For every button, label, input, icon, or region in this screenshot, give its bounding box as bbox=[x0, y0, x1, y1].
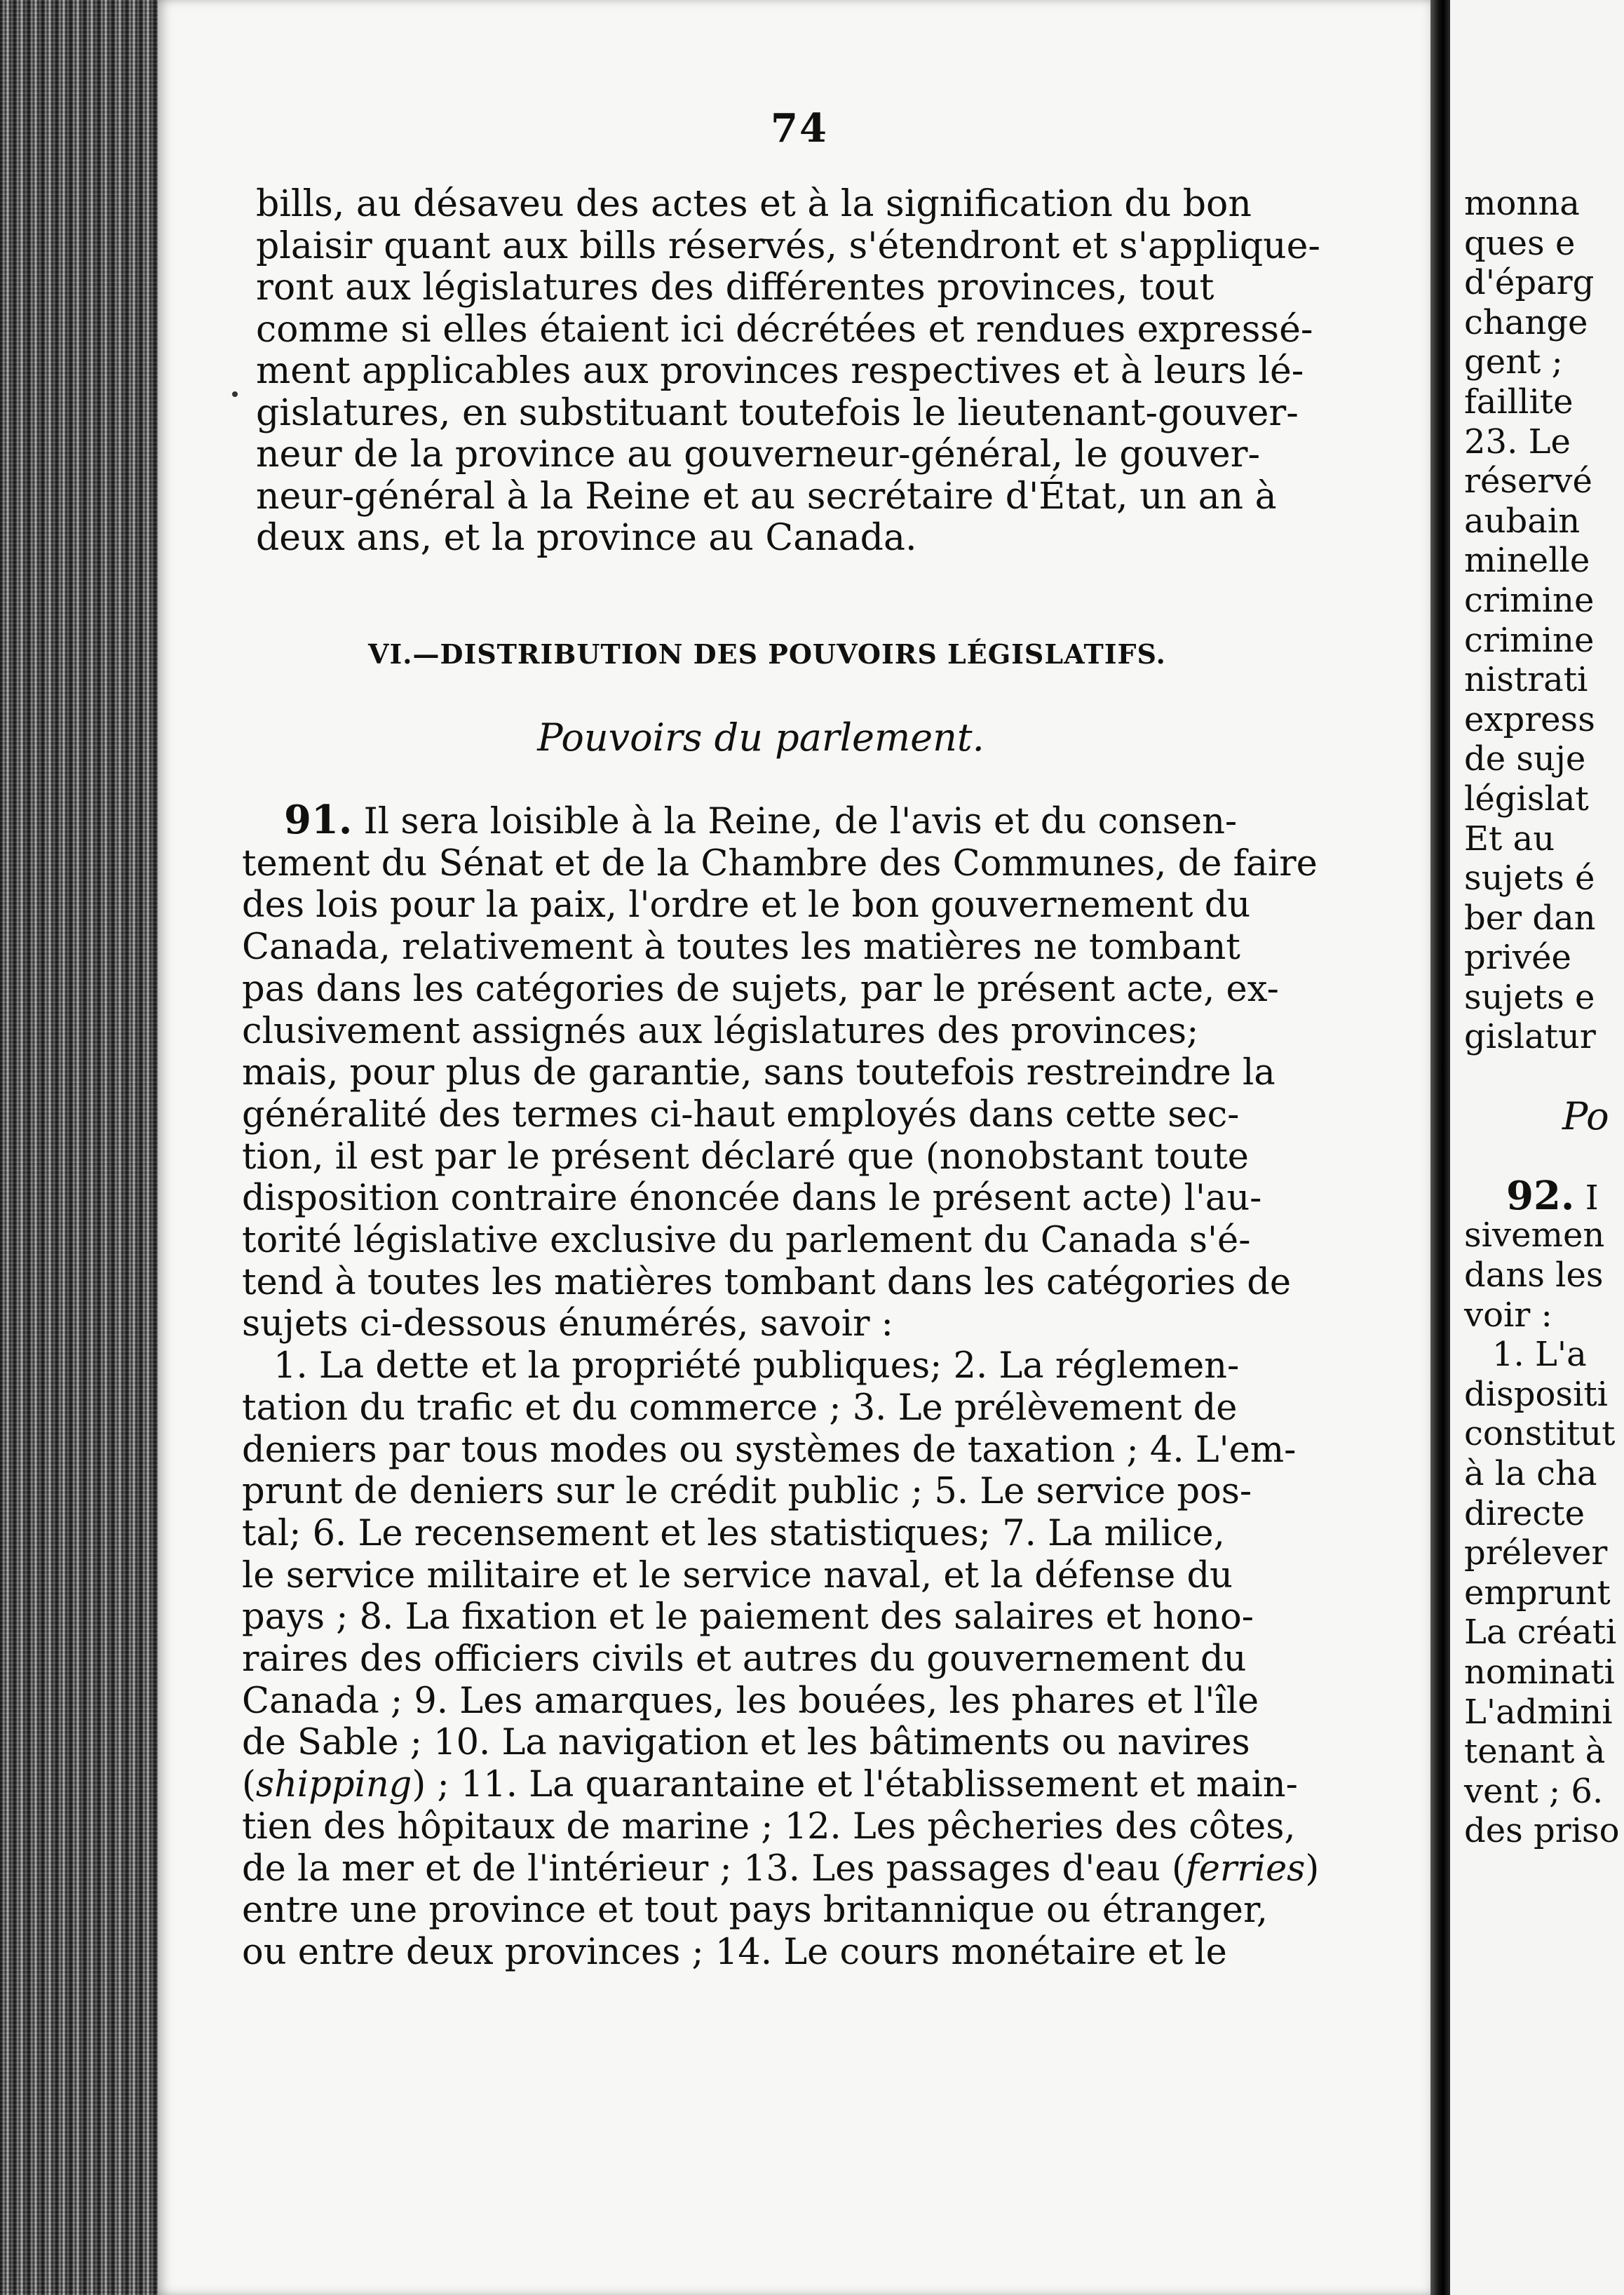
list-line: Canada ; 9. Les amarques, les bouées, les phares et l'île bbox=[242, 1680, 1259, 1722]
text-line: neur-général à la Reine et au secrétaire d'État, un an à bbox=[256, 475, 1277, 518]
right-page-line: des priso bbox=[1464, 1811, 1620, 1851]
right-page-line: Po bbox=[1562, 1093, 1609, 1138]
right-page-line: 1. L'a bbox=[1492, 1335, 1587, 1375]
right-page-line: crimine bbox=[1464, 620, 1595, 660]
right-page-line: emprunt bbox=[1464, 1573, 1611, 1613]
right-page-line: nominati bbox=[1464, 1652, 1615, 1692]
right-page-line: prélever bbox=[1464, 1533, 1608, 1573]
ink-speck bbox=[232, 391, 238, 397]
list-line: tal; 6. Le recensement et les statistiques; 7. La milice, bbox=[242, 1512, 1225, 1554]
right-page-line: vent ; 6. bbox=[1464, 1771, 1604, 1811]
right-page-line: ques e bbox=[1464, 223, 1576, 263]
book-gutter bbox=[1430, 0, 1452, 2295]
text-line: Il sera loisible à la Reine, de l'avis et du consen- bbox=[363, 801, 1238, 842]
right-page-line: à la cha bbox=[1464, 1454, 1597, 1493]
text-line: bills, au désaveu des actes et à la signification du bon bbox=[256, 183, 1252, 225]
right-page-line: privée bbox=[1464, 938, 1571, 978]
right-page-line: gent ; bbox=[1464, 342, 1563, 382]
right-page-line: dans les bbox=[1464, 1256, 1604, 1295]
right-page-line: voir : bbox=[1464, 1295, 1552, 1335]
list-line: entre une province et tout pays britannique ou étranger, bbox=[242, 1890, 1268, 1932]
list-line: prunt de deniers sur le crédit public ; 5. Le service pos- bbox=[242, 1471, 1252, 1513]
list-line: le service militaire et le service naval, et la défense du bbox=[242, 1554, 1233, 1596]
right-page-line: législat bbox=[1464, 779, 1589, 819]
list-line: ou entre deux provinces ; 14. Le cours monétaire et le bbox=[242, 1931, 1227, 1973]
section-heading: VI.—DISTRIBUTION DES POUVOIRS LÉGISLATIFS. bbox=[368, 638, 1166, 670]
list-line: tation du trafic et du commerce ; 3. Le prélèvement de bbox=[242, 1387, 1238, 1429]
text-line: ment applicables aux provinces respectives et à leurs lé- bbox=[256, 350, 1304, 392]
right-page-line: change bbox=[1464, 302, 1588, 342]
right-page-line: réservé bbox=[1464, 462, 1592, 502]
text-line: disposition contraire énoncée dans le présent acte) l'au- bbox=[242, 1178, 1262, 1220]
text-line: gislatures, en substituant toutefois le lieutenant-gouver- bbox=[256, 391, 1299, 434]
right-page-line: de suje bbox=[1464, 739, 1586, 779]
right-page-line: aubain bbox=[1464, 501, 1581, 541]
right-page-line: L'admini bbox=[1464, 1692, 1613, 1732]
list-line: pays ; 8. La fixation et le paiement des salaires et hono- bbox=[242, 1596, 1254, 1638]
text-line: tion, il est par le présent déclaré que (nonobstant toute bbox=[242, 1136, 1249, 1178]
right-page-line: nistrati bbox=[1464, 660, 1588, 700]
right-page-line: minelle bbox=[1464, 541, 1590, 581]
right-page-line: La créati bbox=[1464, 1613, 1617, 1653]
right-page-line: sujets e bbox=[1464, 977, 1595, 1017]
right-page-line: ber dan bbox=[1464, 898, 1596, 938]
text-line: tement du Sénat et de la Chambre des Communes, de faire bbox=[242, 842, 1318, 884]
text-line: mais, pour plus de garantie, sans toutefois restreindre la bbox=[242, 1052, 1275, 1094]
right-page-line: 92. I bbox=[1506, 1172, 1599, 1219]
text-line: torité législative exclusive du parlement du Canada s'é- bbox=[242, 1220, 1251, 1262]
left-page bbox=[158, 0, 1441, 2295]
scanner-edge bbox=[0, 0, 165, 2295]
text-line: clusivement assignés aux législatures des provinces; bbox=[242, 1010, 1199, 1052]
right-page-line: directe bbox=[1464, 1493, 1585, 1533]
page-number: 74 bbox=[771, 105, 828, 152]
right-page-line: sivemen bbox=[1464, 1216, 1605, 1256]
text-line: tend à toutes les matières tombant dans les catégories de bbox=[242, 1261, 1292, 1303]
continuation-paragraph bbox=[256, 184, 1371, 560]
right-page-line: constitut bbox=[1464, 1414, 1616, 1454]
right-page-line: sujets é bbox=[1464, 859, 1595, 899]
list-line: deniers par tous modes ou systèmes de taxation ; 4. L'em- bbox=[242, 1429, 1297, 1471]
text-line: comme si elles étaient ici décrétées et rendues expressé- bbox=[256, 308, 1313, 351]
right-page-line: monna bbox=[1464, 184, 1580, 223]
text-line: ront aux législatures des différentes provinces, tout bbox=[256, 267, 1214, 309]
right-page-line: dispositi bbox=[1464, 1374, 1608, 1414]
text-line: des lois pour la paix, l'ordre et le bon gouvernement du bbox=[242, 884, 1251, 927]
text-line: Canada, relativement à toutes les matières ne tombant bbox=[242, 927, 1240, 969]
right-page-line: crimine bbox=[1464, 580, 1595, 620]
list-line: de Sable ; 10. La navigation et les bâtiments ou navires bbox=[242, 1722, 1250, 1764]
list-line: tien des hôpitaux de marine ; 12. Les pêcheries des côtes, bbox=[242, 1805, 1296, 1848]
article-first-line bbox=[242, 797, 1371, 843]
text-line: deux ans, et la province au Canada. bbox=[256, 517, 917, 559]
list-line: (shipping) ; 11. La quarantaine et l'établissement et main- bbox=[242, 1764, 1298, 1806]
text-line: pas dans les catégories de sujets, par le présent acte, ex- bbox=[242, 968, 1279, 1010]
right-page-line: express bbox=[1464, 699, 1595, 739]
right-page-line: 23. Le bbox=[1464, 422, 1571, 462]
right-page-text bbox=[1464, 184, 1624, 1851]
right-page-line: d'éparg bbox=[1464, 263, 1595, 303]
list-line: 1. La dette et la propriété publiques; 2. La réglemen- bbox=[273, 1345, 1240, 1387]
right-page-line bbox=[1464, 1057, 1624, 1097]
article-91 bbox=[242, 797, 1371, 1974]
right-page-line: gislatur bbox=[1464, 1017, 1596, 1057]
text-line: plaisir quant aux bills réservés, s'étendront et s'applique- bbox=[256, 224, 1320, 267]
right-page bbox=[1450, 0, 1624, 2295]
right-page-line: faillite bbox=[1464, 382, 1574, 422]
right-page-line: tenant à bbox=[1464, 1732, 1606, 1772]
text-line: sujets ci-dessous énumérés, savoir : bbox=[242, 1303, 893, 1345]
right-page-line: Et au bbox=[1464, 819, 1555, 859]
text-line: généralité des termes ci-haut employés dans cette sec- bbox=[242, 1093, 1240, 1136]
text-line: neur de la province au gouverneur-général, le gouver- bbox=[256, 433, 1261, 476]
list-line: de la mer et de l'intérieur ; 13. Les passages d'eau (ferries) bbox=[242, 1848, 1320, 1890]
sub-heading: Pouvoirs du parlement. bbox=[537, 715, 984, 760]
list-line: raires des officiers civils et autres du gouvernement du bbox=[242, 1638, 1247, 1681]
right-page-line bbox=[1464, 1136, 1624, 1176]
article-number: 91. bbox=[284, 797, 353, 843]
